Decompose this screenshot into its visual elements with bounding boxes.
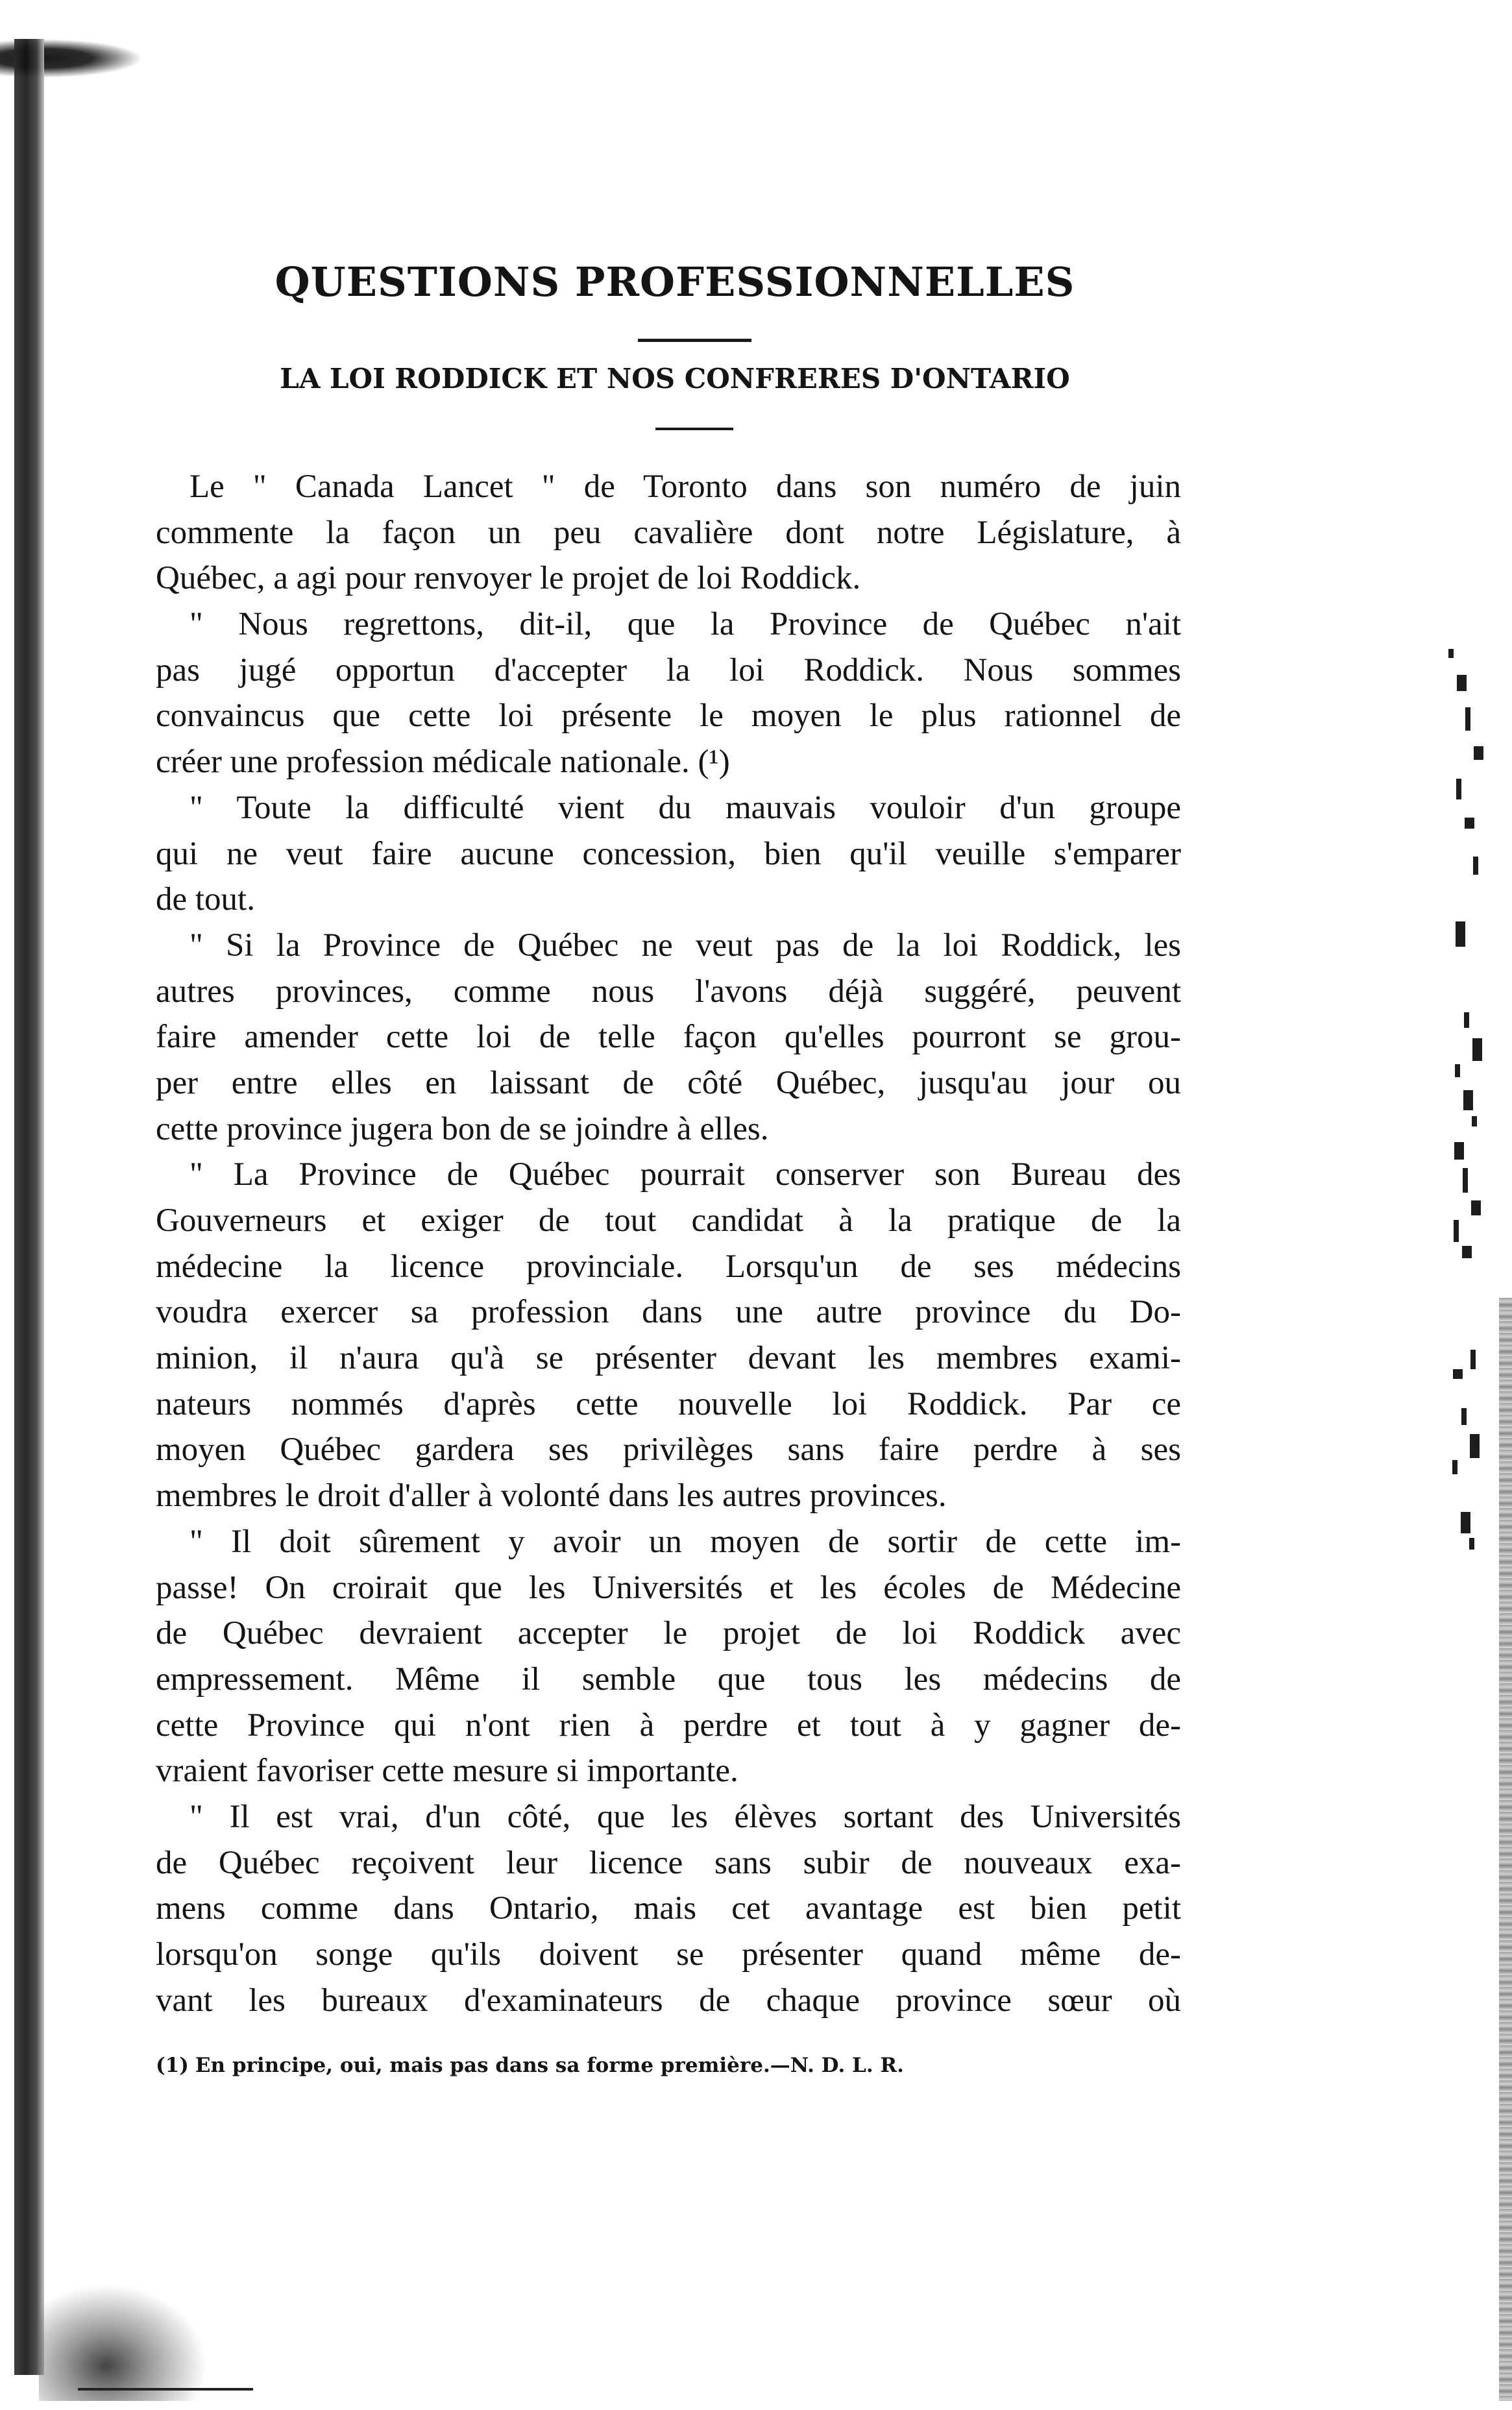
text-line: autres provinces, comme nous l'avons déjà suggéré, peuvent (156, 973, 1181, 1010)
text-line: " Toute la difficulté vient du mauvais vouloir d'un groupe (189, 789, 1181, 826)
text-line: vraient favoriser cette mesure si importante. (156, 1753, 738, 1790)
scan-speck (1470, 1434, 1480, 1458)
text-line: Le " Canada Lancet " de Toronto dans son numéro de juin (189, 469, 1181, 505)
text-line: de Québec reçoivent leur licence sans subir de nouveaux exa- (156, 1844, 1181, 1881)
scan-speck (1456, 779, 1461, 799)
text-line: moyen Québec gardera ses privilèges sans faire perdre à ses (156, 1431, 1181, 1468)
scan-speck (1448, 649, 1454, 658)
text-line: faire amender cette loi de telle façon qu'elles pourront se grou- (156, 1019, 1181, 1056)
text-line: " Nous regrettons, dit-il, que la Province de Québec n'ait (189, 606, 1181, 643)
article-page (156, 253, 1181, 2082)
scan-speck (1456, 921, 1465, 947)
scan-speck (1453, 1369, 1463, 1379)
scan-speck (1454, 1142, 1464, 1160)
subtitle-divider (655, 428, 733, 430)
scan-speck (1474, 746, 1483, 760)
footnote (156, 2049, 1181, 2082)
scan-speck (1452, 1460, 1457, 1474)
right-margin-specks (1415, 0, 1512, 2410)
text-line: pas jugé opportun d'accepter la loi Roddick. Nous sommes (156, 651, 1181, 688)
text-line: vant les bureaux d'examinateurs de chaque province sœur où (156, 1982, 1181, 2019)
text-line: minion, il n'aura qu'à se présenter devant les membres exami- (156, 1340, 1181, 1377)
scan-speck (1454, 1220, 1459, 1242)
text-line: " Il est vrai, d'un côté, que les élèves sortant des Universités (189, 1798, 1181, 1835)
text-line: cette Province qui n'ont rien à perdre et tout à y gagner de- (156, 1707, 1181, 1744)
scan-speck (1463, 1168, 1468, 1193)
scan-speck (1461, 1408, 1467, 1425)
binding-bar (14, 39, 44, 2375)
text-line: médecine la licence provinciale. Lorsqu'un de ses médecins (156, 1248, 1181, 1285)
article-subtitle: LA LOI RODDICK ET NOS CONFRERES D'ONTARIO (280, 363, 1070, 395)
bottom-edge-rule (78, 2388, 253, 2391)
footnote-text: En principe, oui, mais pas dans sa forme première.—N. D. L. R. (195, 2054, 904, 2078)
text-line: commente la façon un peu cavalière dont notre Législature, à (156, 514, 1181, 551)
ink-blot-bottom (39, 2284, 208, 2401)
scan-speck (1465, 707, 1470, 731)
text-line: per entre elles en laissant de côté Québec, jusqu'au jour ou (156, 1064, 1181, 1101)
article-title: QUESTIONS PROFESSIONNELLES (274, 258, 1075, 306)
scan-speck (1462, 1246, 1472, 1258)
scan-speck (1473, 857, 1478, 875)
scan-speck (1465, 818, 1474, 829)
scan-speck (1461, 1512, 1470, 1533)
scan-speck (1463, 1090, 1473, 1110)
text-line: " Il doit sûrement y avoir un moyen de sortir de cette im- (189, 1523, 1181, 1560)
text-line: Québec, a agi pour renvoyer le projet de loi Roddick. (156, 560, 861, 597)
text-line: lorsqu'on songe qu'ils doivent se présenter quand même de- (156, 1936, 1181, 1973)
text-line: " La Province de Québec pourrait conserver son Bureau des (189, 1156, 1181, 1193)
scan-speck (1471, 1200, 1481, 1215)
scan-speck (1470, 1350, 1476, 1369)
text-line: Gouverneurs et exiger de tout candidat à la pratique de la (156, 1202, 1181, 1239)
scan-speck (1472, 1116, 1477, 1126)
scan-speck (1457, 675, 1467, 691)
scan-speck (1455, 1064, 1460, 1077)
text-line: créer une profession médicale nationale. (¹) (156, 744, 730, 781)
scan-speck (1464, 1012, 1469, 1028)
text-line: mens comme dans Ontario, mais cet avantage est bien petit (156, 1890, 1181, 1927)
text-line: cette province jugera bon de se joindre à elles. (156, 1110, 769, 1147)
scan-speck (1469, 1538, 1474, 1550)
title-divider (638, 339, 751, 342)
text-line: " Si la Province de Québec ne veut pas de la loi Roddick, les (189, 927, 1181, 964)
text-line: de Québec devraient accepter le projet de loi Roddick avec (156, 1615, 1181, 1652)
text-line: qui ne veut faire aucune concession, bien qu'il veuille s'emparer (156, 835, 1181, 872)
text-line: empressement. Même il semble que tous les médecins de (156, 1661, 1181, 1698)
text-line: voudra exercer sa profession dans une autre province du Do- (156, 1294, 1181, 1331)
text-line: convaincus que cette loi présente le moyen le plus rationnel de (156, 698, 1181, 735)
text-line: de tout. (156, 881, 255, 918)
footnote-mark: (1) (156, 2054, 189, 2078)
scan-speck (1472, 1038, 1482, 1061)
text-line: passe! On croirait que les Universités et les écoles de Médecine (156, 1569, 1181, 1606)
article-body (156, 464, 1181, 2023)
binding-edge-shadow (0, 0, 78, 2410)
text-line: membres le droit d'aller à volonté dans les autres provinces. (156, 1478, 947, 1515)
text-line: nateurs nommés d'après cette nouvelle loi Roddick. Par ce (156, 1385, 1181, 1422)
right-margin-streak (1499, 1298, 1512, 2401)
